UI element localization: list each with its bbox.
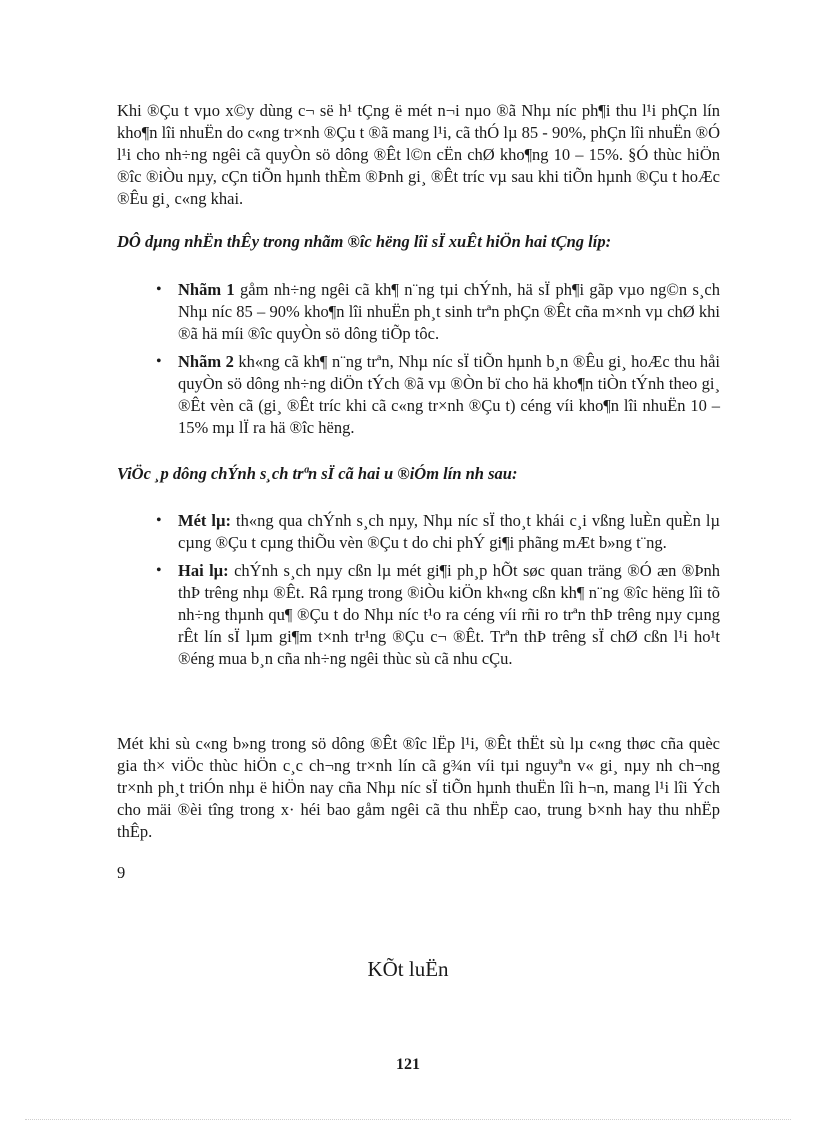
- list-item: [150, 560, 720, 670]
- list-item: [150, 279, 720, 345]
- list-item: [150, 510, 720, 554]
- body-paragraph-2: Mét khi sù c«ng b»ng trong sö dông ®Êt ®îc lËp l¹i, ®Êt thËt sù lµ c«ng thøc cña quèc gia th× viÖc thùc hiÖn c¸c ch¬ng tr×nh lín cã g¾n víi tµi nguyªn v« gi¸ nµy nh ch¬ng tr×nh ph¸t triÓn nhµ ë hiÖn nay cña Nhµ níc sÏ tiÕn hµnh thuËn lîi h¬n, mang l¹i lîi Ých cho mäi ®èi tîng trong x· héi bao gåm ngêi cã thu nhËp cao, trung b×nh hay thu nhËp thÊp.: [117, 734, 720, 841]
- bullet-icon: •: [156, 512, 162, 529]
- item-text: gåm nh÷ng ngêi cã kh¶ n¨ng tµi chÝnh, hä sÏ ph¶i gãp vµo ng©n s¸ch Nhµ níc 85 – 90% kho¶n lîi nhuËn ph¸t sinh trªn phÇn ®Êt cña m×nh vµ chØ khi ®ã hä míi ®îc quyÒn sö dông tiÕp tôc.: [178, 280, 720, 343]
- subheading-advantages: ViÖc ¸p dông chÝnh s¸ch trªn sÏ cã hai u ®iÓm lín nh sau:: [117, 464, 518, 483]
- item-lead: Nhãm 1: [178, 280, 235, 299]
- item-lead: Nhãm 2: [178, 352, 234, 371]
- item-text: chÝnh s¸ch nµy cßn lµ mét gi¶i ph¸p hÕt søc quan träng ®Ó æn ®Þnh thÞ trêng nhµ ®Êt. Râ rµng trong ®iÒu kiÖn kh«ng cßn kh¶ n¨ng ®îc hëng lîi tõ nh÷ng thµnh qu¶ ®Çu t do Nhµ níc t¹o ra céng víi rñi ro trªn thÞ trêng nµy cµng rÊt lín sÏ lµm gi¶m t×nh tr¹ng ®Çu c¬ ®Êt. Trªn thÞ trêng sÏ chØ cßn l¹i ho¹t ®éng mua b¸n cña nh÷ng ngêi thùc sù cã nhu cÇu.: [178, 561, 720, 668]
- list-item: [150, 351, 720, 439]
- note-number: 9: [117, 863, 126, 882]
- bullet-icon: •: [156, 281, 162, 298]
- footer-divider: [25, 1119, 791, 1120]
- item-text: kh«ng cã kh¶ n¨ng trªn, Nhµ níc sÏ tiÕn hµnh b¸n ®Êu gi¸ hoÆc thu håi quyÒn sö dông nh÷ng diÖn tÝch ®ã vµ ®Òn bï cho hä kho¶n tiÒn tÝnh theo gi¸ ®Êt vèn cã (gi¸ ®Êt tríc khi cã c«ng tr×nh ®Çu t) céng víi kho¶n lîi nhuËn 10 – 15% mµ lÏ ra hä ®îc hëng.: [178, 352, 720, 437]
- subheading-groups: DÔ dµng nhËn thÊy trong nhãm ®îc hëng lîi sÏ xuÊt hiÖn hai tÇng líp:: [117, 232, 612, 251]
- bullet-icon: •: [156, 353, 162, 370]
- body-paragraph-1: Khi ®Çu t vµo x©y dùng c¬ së h¹ tÇng ë mét n¬i nµo ®ã Nhµ níc ph¶i thu l¹i phÇn lín kho¶n lîi nhuËn do c«ng tr×nh ®Çu t ®ã mang l¹i, cã thÓ lµ 85 - 90%, phÇn lîi nhuËn ®Ó l¹i cho nh÷ng ngêi cã quyÒn sö dông ®Êt l©n cËn chØ kho¶ng 10 – 15%. §Ó thùc hiÖn ®îc ®iÒu nµy, cÇn tiÕn hµnh thÈm ®Þnh gi¸ ®Êt tríc vµ sau khi tiÕn hµnh ®Çu t hoÆc ®Êu gi¸ c«ng khai.: [117, 101, 720, 208]
- section-title: KÕt luËn: [367, 957, 449, 981]
- item-lead: Mét lµ:: [178, 511, 231, 530]
- item-lead: Hai lµ:: [178, 561, 229, 580]
- page-number: 121: [396, 1056, 420, 1073]
- advantage-list: [150, 510, 720, 670]
- item-text: th«ng qua chÝnh s¸ch nµy, Nhµ níc sÏ tho¸t khái c¸i vßng luÈn quÈn lµ cµng ®Çu t cµng thiÕu vèn ®Çu t do chi phÝ gi¶i phãng mÆt b»ng t¨ng.: [178, 511, 720, 552]
- bullet-icon: •: [156, 562, 162, 579]
- group-list: [150, 279, 720, 439]
